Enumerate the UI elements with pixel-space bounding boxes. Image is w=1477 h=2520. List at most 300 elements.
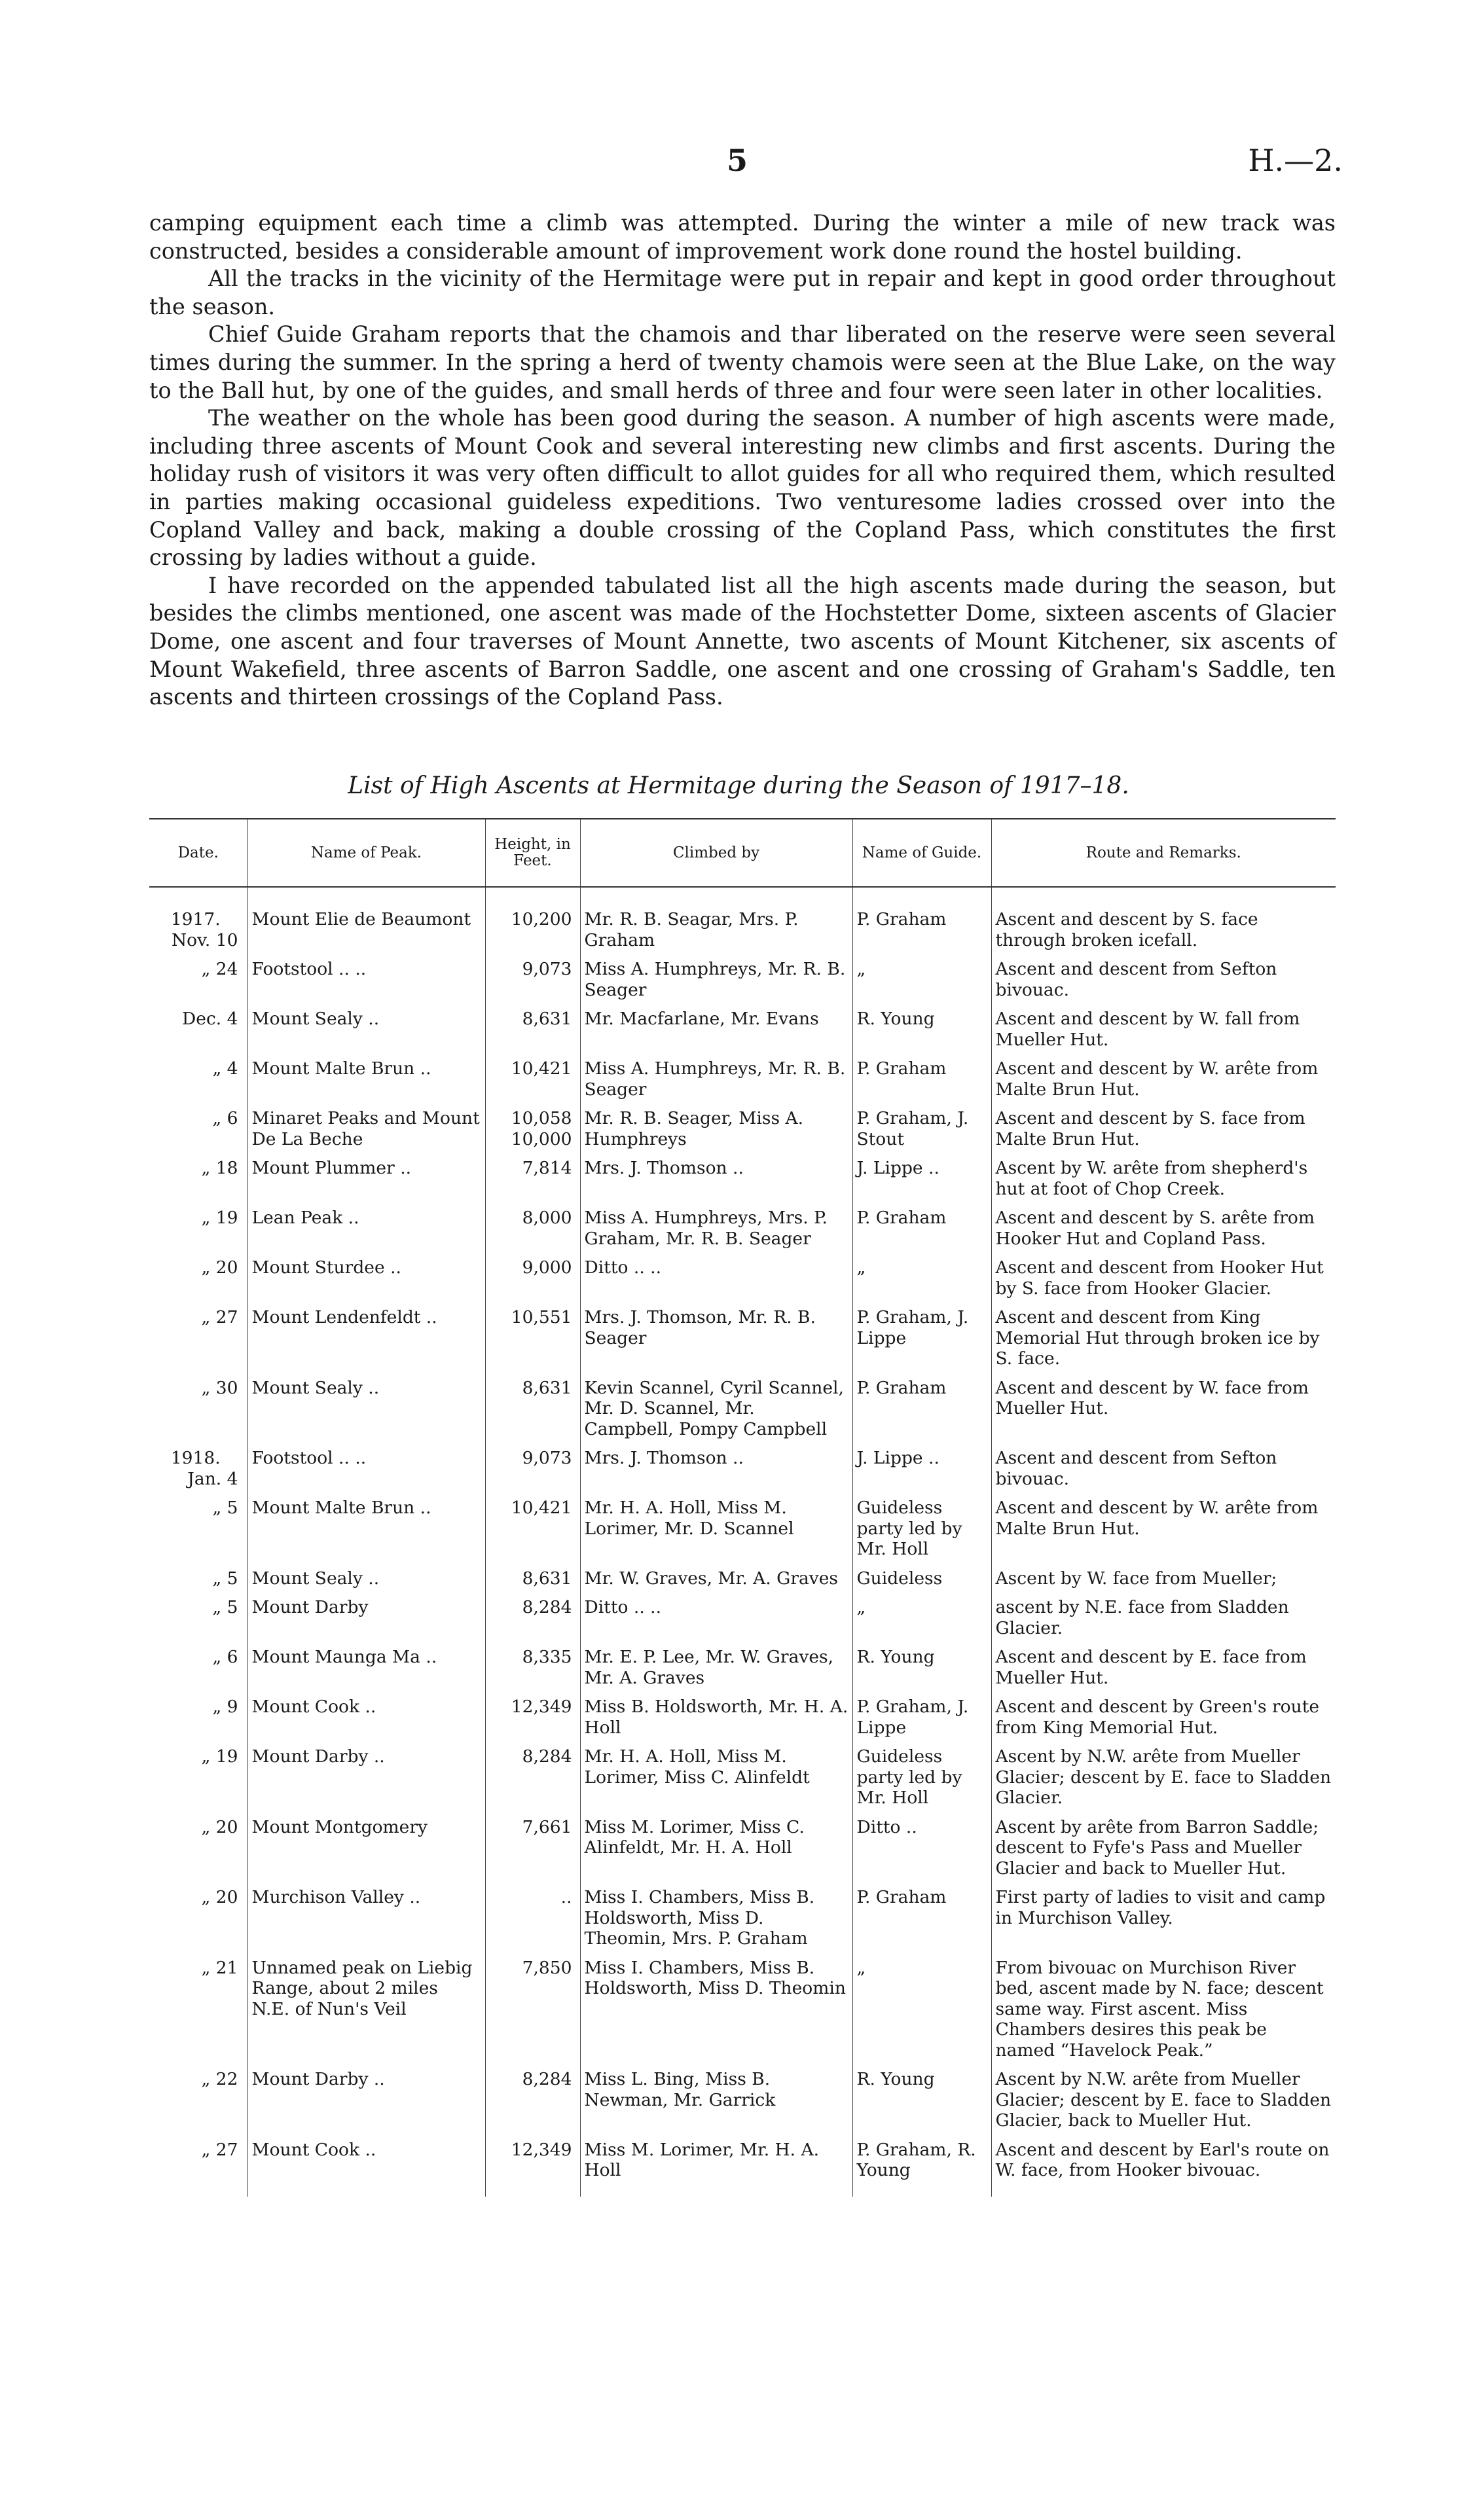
route-cell-text: Ascent and descent by E. face from Mueller Hut. bbox=[995, 1647, 1307, 1688]
peak-cell-text: Lean Peak .. bbox=[251, 1208, 359, 1228]
peak-cell bbox=[247, 1445, 485, 1494]
guide-cell bbox=[852, 1055, 991, 1105]
date-cell bbox=[149, 1155, 247, 1204]
guide-cell bbox=[852, 1644, 991, 1693]
guide-cell-text: Guideless party led by Mr. Holl bbox=[856, 1498, 962, 1559]
guide-cell bbox=[852, 1005, 991, 1055]
climbed-by-cell bbox=[580, 1814, 852, 1884]
peak-cell bbox=[247, 1814, 485, 1884]
climbed-by-cell-text: Miss I. Chambers, Miss B. Holdsworth, Miss D. Theomin, Mrs. P. Graham bbox=[584, 1887, 815, 1949]
peak-cell bbox=[247, 1254, 485, 1304]
height-cell bbox=[485, 1105, 580, 1155]
climbed-by-cell-text: Ditto .. .. bbox=[584, 1257, 662, 1278]
peak-cell bbox=[247, 1204, 485, 1254]
year-label: 1917. bbox=[170, 909, 221, 929]
route-cell bbox=[991, 906, 1336, 956]
peak-cell bbox=[247, 1693, 485, 1743]
height-cell bbox=[485, 956, 580, 1005]
height-cell bbox=[485, 1954, 580, 2066]
date-cell-text: „ 5 bbox=[212, 1597, 238, 1617]
guide-cell bbox=[852, 1445, 991, 1494]
date-cell-text: „ 19 bbox=[201, 1208, 238, 1228]
date-cell bbox=[149, 1204, 247, 1254]
climbed-by-cell bbox=[580, 1445, 852, 1494]
peak-cell bbox=[247, 1743, 485, 1814]
route-cell-text: Ascent and descent from King Memorial Hut through broken ice by S. face. bbox=[995, 1307, 1320, 1369]
peak-cell bbox=[247, 906, 485, 956]
peak-cell bbox=[247, 1105, 485, 1155]
peak-cell bbox=[247, 2066, 485, 2136]
route-cell-text: Ascent by arête from Barron Saddle; descent to Fyfe's Pass and Mueller Glacier and back to Mueller Hut. bbox=[995, 1816, 1319, 1879]
peak-cell-text: Mount Lendenfeldt .. bbox=[251, 1307, 437, 1327]
route-cell-text: Ascent and descent by S. face from Malte Brun Hut. bbox=[995, 1108, 1305, 1149]
date-cell bbox=[149, 1693, 247, 1743]
date-cell-text: „ 21 bbox=[201, 1957, 238, 1978]
date-cell-text: „ 20 bbox=[201, 1816, 238, 1837]
route-cell bbox=[991, 2136, 1336, 2197]
guide-cell-text: R. Young bbox=[856, 2069, 935, 2089]
date-cell bbox=[149, 1005, 247, 1055]
route-cell bbox=[991, 1204, 1336, 1254]
date-cell-text: „ 18 bbox=[201, 1158, 238, 1178]
date-cell-text: „ 22 bbox=[201, 2069, 238, 2089]
route-cell-text: Ascent and descent by W. fall from Mueller Hut. bbox=[995, 1009, 1300, 1050]
height-cell bbox=[485, 1055, 580, 1105]
guide-cell-text: „ bbox=[856, 959, 866, 979]
climbed-by-cell-text: Mr. W. Graves, Mr. A. Graves bbox=[584, 1568, 839, 1589]
height-cell bbox=[485, 1445, 580, 1494]
date-cell bbox=[149, 1594, 247, 1644]
guide-cell bbox=[852, 1254, 991, 1304]
peak-cell-text: Mount Sealy .. bbox=[251, 1377, 380, 1398]
height-cell-text: 7,661 bbox=[522, 1816, 572, 1837]
peak-cell bbox=[247, 1565, 485, 1594]
route-cell-text: Ascent and descent from Hooker Hut by S. face from Hooker Glacier. bbox=[995, 1257, 1324, 1299]
guide-cell bbox=[852, 1594, 991, 1644]
height-cell bbox=[485, 2136, 580, 2197]
climbed-by-cell bbox=[580, 1693, 852, 1743]
table-row bbox=[149, 1254, 1336, 1304]
table-row bbox=[149, 1565, 1336, 1594]
route-cell-text: Ascent and descent from Sefton bivouac. bbox=[995, 959, 1277, 1000]
route-cell bbox=[991, 1743, 1336, 1814]
peak-cell bbox=[247, 1884, 485, 1954]
date-cell bbox=[149, 1644, 247, 1693]
peak-cell-text: Mount Sturdee .. bbox=[251, 1257, 401, 1278]
guide-cell bbox=[852, 2066, 991, 2136]
guide-cell-text: Ditto .. bbox=[856, 1816, 917, 1837]
date-cell bbox=[149, 1105, 247, 1155]
guide-cell-text: R. Young bbox=[856, 1009, 935, 1029]
table-row bbox=[149, 1693, 1336, 1743]
height-cell-text: 10,200 bbox=[511, 909, 572, 929]
climbed-by-cell bbox=[580, 1005, 852, 1055]
height-cell bbox=[485, 2066, 580, 2136]
climbed-by-cell bbox=[580, 1254, 852, 1304]
table-title: List of High Ascents at Hermitage during the Season of 1917–18. bbox=[348, 772, 1129, 799]
route-cell-text: Ascent by W. face from Mueller; bbox=[995, 1568, 1277, 1589]
climbed-by-cell bbox=[580, 1304, 852, 1375]
climbed-by-cell bbox=[580, 1884, 852, 1954]
high-ascents-table bbox=[149, 818, 1336, 2197]
height-cell bbox=[485, 1644, 580, 1693]
peak-cell-text: Mount Cook .. bbox=[251, 1697, 376, 1717]
table-row bbox=[149, 1005, 1336, 1055]
peak-cell-text: Footstool .. .. bbox=[251, 959, 367, 979]
header-guide: Name of Guide. bbox=[852, 819, 991, 887]
peak-cell-text: Murchison Valley .. bbox=[251, 1887, 421, 1907]
paragraph: Chief Guide Graham reports that the chamois and thar liberated on the reserve were seen several times during the summer. In the spring a herd of twenty chamois were seen at the Blue Lake, on the way to the Ball hut, by one of the guides, and small herds of three and four were seen later in other localities. bbox=[149, 321, 1336, 403]
guide-cell-text: „ bbox=[856, 1957, 866, 1978]
height-cell bbox=[485, 1743, 580, 1814]
route-cell-text: Ascent and descent by W. face from Mueller Hut. bbox=[995, 1377, 1309, 1418]
table-row bbox=[149, 1494, 1336, 1565]
climbed-by-cell-text: Mr. Macfarlane, Mr. Evans bbox=[584, 1009, 819, 1029]
date-cell-text: „ 24 bbox=[201, 959, 238, 979]
route-cell-text: Ascent and descent by Earl's route on W. face, from Hooker bivouac. bbox=[995, 2139, 1330, 2180]
climbed-by-cell-text: Miss A. Humphreys, Mrs. P. Graham, Mr. R. B. Seager bbox=[584, 1208, 828, 1249]
climbed-by-cell bbox=[580, 1743, 852, 1814]
peak-cell-text: Mount Darby bbox=[251, 1597, 369, 1617]
table-row bbox=[149, 956, 1336, 1005]
climbed-by-cell-text: Miss B. Holdsworth, Mr. H. A. Holl bbox=[584, 1697, 848, 1738]
peak-cell bbox=[247, 1954, 485, 2066]
date-cell bbox=[149, 906, 247, 956]
height-cell bbox=[485, 1375, 580, 1445]
date-cell bbox=[149, 1884, 247, 1954]
peak-cell-text: Mount Malte Brun .. bbox=[251, 1498, 431, 1518]
table-row bbox=[149, 1743, 1336, 1814]
date-cell bbox=[149, 1814, 247, 1884]
guide-cell-text: P. Graham, R. Young bbox=[856, 2139, 976, 2180]
height-cell-text: 9,073 bbox=[522, 959, 572, 979]
table-header-row bbox=[149, 819, 1336, 887]
peak-cell-text: Mount Maunga Ma .. bbox=[251, 1647, 437, 1667]
peak-cell-text: Minaret Peaks and Mount De La Beche bbox=[251, 1108, 480, 1149]
height-cell bbox=[485, 1304, 580, 1375]
height-cell-text: 12,349 bbox=[511, 1697, 572, 1717]
paragraph: The weather on the whole has been good during the season. A number of high ascents were made, including three ascents of Mount Cook and several interesting new climbs and first ascents. During the holiday rush of visitors it was very often difficult to allot guides for all who required them, which resulted in parties making occasional guideless expeditions. Two venturesome ladies crossed over into the Copland Valley and back, making a double crossing of the Copland Pass, which constitutes the first crossing by ladies without a guide. bbox=[149, 405, 1336, 571]
table-row bbox=[149, 1375, 1336, 1445]
date-cell bbox=[149, 1494, 247, 1565]
paragraph: All the tracks in the vicinity of the Hermitage were put in repair and kept in good order throughout the season. bbox=[149, 266, 1336, 319]
peak-cell bbox=[247, 1055, 485, 1105]
climbed-by-cell-text: Miss A. Humphreys, Mr. R. B. Seager bbox=[584, 959, 846, 1000]
guide-cell-text: P. Graham, J. Lippe bbox=[856, 1307, 969, 1348]
height-cell bbox=[485, 1565, 580, 1594]
date-cell-text: „ 20 bbox=[201, 1257, 238, 1278]
guide-cell-text: P. Graham bbox=[856, 909, 947, 929]
climbed-by-cell bbox=[580, 1375, 852, 1445]
climbed-by-cell bbox=[580, 906, 852, 956]
route-cell-text: Ascent and descent by W. arête from Malte Brun Hut. bbox=[995, 1058, 1319, 1100]
route-cell bbox=[991, 1565, 1336, 1594]
table-row bbox=[149, 906, 1336, 956]
route-cell-text: Ascent and descent by W. arête from Malte Brun Hut. bbox=[995, 1498, 1319, 1539]
climbed-by-cell-text: Mr. H. A. Holl, Miss M. Lorimer, Miss C. Alinfeldt bbox=[584, 1746, 810, 1788]
date-cell-text: Nov. 10 bbox=[171, 929, 238, 950]
climbed-by-cell-text: Kevin Scannel, Cyril Scannel, Mr. D. Scannel, Mr. Campbell, Pompy Campbell bbox=[584, 1377, 844, 1439]
climbed-by-cell-text: Mrs. J. Thomson, Mr. R. B. Seager bbox=[584, 1307, 816, 1348]
height-cell-text: 12,349 bbox=[511, 2139, 572, 2160]
document-reference: H.—2. bbox=[1248, 143, 1343, 178]
guide-cell-text: P. Graham bbox=[856, 1887, 947, 1907]
date-cell-text: „ 4 bbox=[212, 1058, 238, 1079]
height-cell-text: 9,000 bbox=[522, 1257, 572, 1278]
peak-cell-text: Mount Plummer .. bbox=[251, 1158, 412, 1178]
climbed-by-cell-text: Mrs. J. Thomson .. bbox=[584, 1158, 744, 1178]
date-cell bbox=[149, 1565, 247, 1594]
route-cell-text: Ascent and descent by S. face through broken icefall. bbox=[995, 909, 1258, 950]
peak-cell bbox=[247, 1005, 485, 1055]
height-cell bbox=[485, 1884, 580, 1954]
climbed-by-cell bbox=[580, 1204, 852, 1254]
height-cell-text: 8,335 bbox=[522, 1647, 572, 1667]
date-cell bbox=[149, 1304, 247, 1375]
climbed-by-cell-text: Mr. R. B. Seagar, Mrs. P. Graham bbox=[584, 909, 799, 950]
date-cell-text: Jan. 4 bbox=[187, 1468, 238, 1489]
guide-cell bbox=[852, 1814, 991, 1884]
date-cell-text: „ 27 bbox=[201, 1307, 238, 1327]
climbed-by-cell-text: Miss A. Humphreys, Mr. R. B. Seager bbox=[584, 1058, 846, 1100]
climbed-by-cell-text: Miss I. Chambers, Miss B. Holdsworth, Miss D. Theomin bbox=[584, 1957, 846, 1998]
table-row bbox=[149, 1954, 1336, 2066]
date-cell bbox=[149, 1445, 247, 1494]
route-cell bbox=[991, 1155, 1336, 1204]
table-spacer-row bbox=[149, 887, 1336, 906]
date-cell bbox=[149, 2066, 247, 2136]
date-cell bbox=[149, 1954, 247, 2066]
climbed-by-cell bbox=[580, 1594, 852, 1644]
table-row bbox=[149, 1644, 1336, 1693]
height-cell-text: 8,631 bbox=[522, 1377, 572, 1398]
date-cell-text: „ 5 bbox=[212, 1568, 238, 1589]
date-cell-text: „ 30 bbox=[201, 1377, 238, 1398]
height-cell bbox=[485, 1254, 580, 1304]
date-cell-text: „ 27 bbox=[201, 2139, 238, 2160]
peak-cell bbox=[247, 956, 485, 1005]
route-cell bbox=[991, 2066, 1336, 2136]
route-cell bbox=[991, 1884, 1336, 1954]
report-body bbox=[149, 209, 1336, 711]
peak-cell-text: Footstool .. .. bbox=[251, 1448, 367, 1468]
peak-cell bbox=[247, 2136, 485, 2197]
route-cell bbox=[991, 1005, 1336, 1055]
route-cell bbox=[991, 1105, 1336, 1155]
guide-cell bbox=[852, 1743, 991, 1814]
guide-cell bbox=[852, 1105, 991, 1155]
route-cell-text: Ascent and descent by Green's route from King Memorial Hut. bbox=[995, 1697, 1320, 1738]
route-cell-text: From bivouac on Murchison River bed, ascent made by N. face; descent same way. First ascent. Miss Chambers desires this peak be named “Havelock Peak.” bbox=[995, 1957, 1324, 2061]
height-cell-text: 8,631 bbox=[522, 1568, 572, 1589]
guide-cell bbox=[852, 906, 991, 956]
table-body bbox=[149, 887, 1336, 2197]
peak-cell bbox=[247, 1594, 485, 1644]
peak-cell-text: Mount Darby .. bbox=[251, 2069, 385, 2089]
guide-cell-text: „ bbox=[856, 1257, 866, 1278]
page-number: 5 bbox=[727, 143, 748, 178]
height-cell-text: 8,000 bbox=[522, 1208, 572, 1228]
guide-cell-text: Guideless party led by Mr. Holl bbox=[856, 1746, 962, 1808]
peak-cell bbox=[247, 1494, 485, 1565]
route-cell bbox=[991, 1814, 1336, 1884]
date-cell bbox=[149, 1375, 247, 1445]
date-cell-text: „ 20 bbox=[201, 1887, 238, 1907]
peak-cell-text: Mount Sealy .. bbox=[251, 1009, 380, 1029]
height-cell bbox=[485, 1155, 580, 1204]
guide-cell bbox=[852, 1693, 991, 1743]
height-cell-text: 10,421 bbox=[511, 1058, 572, 1079]
guide-cell bbox=[852, 1204, 991, 1254]
peak-cell bbox=[247, 1155, 485, 1204]
climbed-by-cell bbox=[580, 1155, 852, 1204]
guide-cell-text: Guideless bbox=[856, 1568, 943, 1589]
route-cell-text: ascent by N.E. face from Sladden Glacier. bbox=[995, 1597, 1289, 1638]
guide-cell bbox=[852, 1494, 991, 1565]
climbed-by-cell-text: Miss L. Bing, Miss B. Newman, Mr. Garrick bbox=[584, 2069, 776, 2110]
header-date: Date. bbox=[149, 819, 247, 887]
guide-cell bbox=[852, 1155, 991, 1204]
peak-cell-text: Mount Montgomery bbox=[251, 1816, 428, 1837]
guide-cell bbox=[852, 1954, 991, 2066]
table-row bbox=[149, 2066, 1336, 2136]
climbed-by-cell-text: Mr. H. A. Holl, Miss M. Lorimer, Mr. D. Scannel bbox=[584, 1498, 794, 1539]
date-cell bbox=[149, 956, 247, 1005]
guide-cell-text: P. Graham bbox=[856, 1058, 947, 1079]
table-row bbox=[149, 1204, 1336, 1254]
route-cell bbox=[991, 1304, 1336, 1375]
date-cell-text: „ 6 bbox=[212, 1108, 238, 1128]
peak-cell bbox=[247, 1375, 485, 1445]
header-climbed-by: Climbed by bbox=[580, 819, 852, 887]
table-row bbox=[149, 1105, 1336, 1155]
climbed-by-cell bbox=[580, 1105, 852, 1155]
table-row bbox=[149, 1594, 1336, 1644]
peak-cell-text: Unnamed peak on Liebig Range, about 2 miles N.E. of Nun's Veil bbox=[251, 1957, 473, 2019]
height-cell bbox=[485, 1814, 580, 1884]
table-row bbox=[149, 1884, 1336, 1954]
route-cell-text: Ascent and descent from Sefton bivouac. bbox=[995, 1448, 1277, 1489]
route-cell bbox=[991, 1494, 1336, 1565]
route-cell bbox=[991, 1954, 1336, 2066]
table-row bbox=[149, 1814, 1336, 1884]
date-cell bbox=[149, 2136, 247, 2197]
height-cell-text: 8,631 bbox=[522, 1009, 572, 1029]
height-cell bbox=[485, 1594, 580, 1644]
climbed-by-cell bbox=[580, 1644, 852, 1693]
height-cell bbox=[485, 1005, 580, 1055]
climbed-by-cell bbox=[580, 1565, 852, 1594]
climbed-by-cell bbox=[580, 2136, 852, 2197]
guide-cell bbox=[852, 956, 991, 1005]
peak-cell-text: Mount Malte Brun .. bbox=[251, 1058, 431, 1079]
peak-cell-text: Mount Sealy .. bbox=[251, 1568, 380, 1589]
year-label: 1918. bbox=[170, 1448, 221, 1468]
table-row bbox=[149, 2136, 1336, 2197]
height-cell-text: .. bbox=[560, 1887, 572, 1907]
date-cell bbox=[149, 1055, 247, 1105]
date-cell-text: „ 9 bbox=[212, 1697, 238, 1717]
route-cell-text: Ascent by N.W. arête from Mueller Glacier; descent by E. face to Sladden Glacier, back to Mueller Hut. bbox=[995, 2069, 1332, 2131]
height-cell bbox=[485, 1204, 580, 1254]
height-cell-text: 10,058 10,000 bbox=[511, 1108, 572, 1149]
table-row bbox=[149, 1055, 1336, 1105]
climbed-by-cell bbox=[580, 1494, 852, 1565]
climbed-by-cell-text: Mr. R. B. Seager, Miss A. Humphreys bbox=[584, 1108, 804, 1149]
route-cell bbox=[991, 1375, 1336, 1445]
guide-cell bbox=[852, 2136, 991, 2197]
climbed-by-cell-text: Ditto .. .. bbox=[584, 1597, 662, 1617]
route-cell bbox=[991, 1055, 1336, 1105]
climbed-by-cell-text: Mrs. J. Thomson .. bbox=[584, 1448, 744, 1468]
height-cell bbox=[485, 1494, 580, 1565]
guide-cell-text: J. Lippe .. bbox=[856, 1448, 939, 1468]
paragraph: I have recorded on the appended tabulated list all the high ascents made during the season, but besides the climbs mentioned, one ascent was made of the Hochstetter Dome, sixteen ascents of Glacier Dome, one ascent and four traverses of Mount Annette, two ascents of Mount Kitchener, six ascents of Mount Wakefield, three ascents of Barron Saddle, one ascent and one crossing of Graham's Saddle, ten ascents and thirteen crossings of the Copland Pass. bbox=[149, 572, 1336, 710]
climbed-by-cell-text: Miss M. Lorimer, Mr. H. A. Holl bbox=[584, 2139, 820, 2180]
height-cell-text: 8,284 bbox=[522, 1746, 572, 1767]
date-cell-text: „ 6 bbox=[212, 1647, 238, 1667]
climbed-by-cell bbox=[580, 1954, 852, 2066]
route-cell bbox=[991, 956, 1336, 1005]
guide-cell bbox=[852, 1304, 991, 1375]
peak-cell-text: Mount Darby .. bbox=[251, 1746, 385, 1767]
height-cell bbox=[485, 1693, 580, 1743]
date-cell-text: „ 19 bbox=[201, 1746, 238, 1767]
route-cell-text: Ascent and descent by S. arête from Hooker Hut and Copland Pass. bbox=[995, 1208, 1315, 1249]
height-cell-text: 8,284 bbox=[522, 1597, 572, 1617]
table-row bbox=[149, 1155, 1336, 1204]
climbed-by-cell bbox=[580, 956, 852, 1005]
guide-cell-text: P. Graham, J. Stout bbox=[856, 1108, 969, 1149]
route-cell bbox=[991, 1594, 1336, 1644]
date-cell bbox=[149, 1743, 247, 1814]
header-height: Height, in Feet. bbox=[485, 819, 580, 887]
table-row bbox=[149, 1445, 1336, 1494]
paragraph: camping equipment each time a climb was attempted. During the winter a mile of new track was constructed, besides a considerable amount of improvement work done round the hostel building. bbox=[149, 210, 1336, 264]
height-cell-text: 7,850 bbox=[522, 1957, 572, 1978]
guide-cell-text: R. Young bbox=[856, 1647, 935, 1667]
route-cell-text: First party of ladies to visit and camp in Murchison Valley. bbox=[995, 1887, 1326, 1928]
height-cell-text: 8,284 bbox=[522, 2069, 572, 2089]
height-cell bbox=[485, 906, 580, 956]
guide-cell bbox=[852, 1884, 991, 1954]
date-cell-text: „ 5 bbox=[212, 1498, 238, 1518]
header-route: Route and Remarks. bbox=[991, 819, 1336, 887]
date-cell bbox=[149, 1254, 247, 1304]
guide-cell-text: P. Graham bbox=[856, 1208, 947, 1228]
height-cell-text: 7,814 bbox=[522, 1158, 572, 1178]
height-cell-text: 10,551 bbox=[511, 1307, 572, 1327]
peak-cell bbox=[247, 1304, 485, 1375]
peak-cell-text: Mount Elie de Beaumont bbox=[251, 909, 471, 929]
route-cell bbox=[991, 1445, 1336, 1494]
climbed-by-cell-text: Miss M. Lorimer, Miss C. Alinfeldt, Mr. H. A. Holl bbox=[584, 1816, 805, 1858]
guide-cell bbox=[852, 1565, 991, 1594]
height-cell-text: 10,421 bbox=[511, 1498, 572, 1518]
guide-cell bbox=[852, 1375, 991, 1445]
date-cell-text: Dec. 4 bbox=[182, 1009, 238, 1029]
guide-cell-text: P. Graham, J. Lippe bbox=[856, 1697, 969, 1738]
climbed-by-cell-text: Mr. E. P. Lee, Mr. W. Graves, Mr. A. Graves bbox=[584, 1647, 834, 1688]
route-cell-text: Ascent by W. arête from shepherd's hut at foot of Chop Creek. bbox=[995, 1158, 1308, 1199]
peak-cell-text: Mount Cook .. bbox=[251, 2139, 376, 2160]
climbed-by-cell bbox=[580, 1055, 852, 1105]
route-cell bbox=[991, 1254, 1336, 1304]
header-peak: Name of Peak. bbox=[247, 819, 485, 887]
guide-cell-text: J. Lippe .. bbox=[856, 1158, 939, 1178]
route-cell bbox=[991, 1644, 1336, 1693]
height-cell-text: 9,073 bbox=[522, 1448, 572, 1468]
